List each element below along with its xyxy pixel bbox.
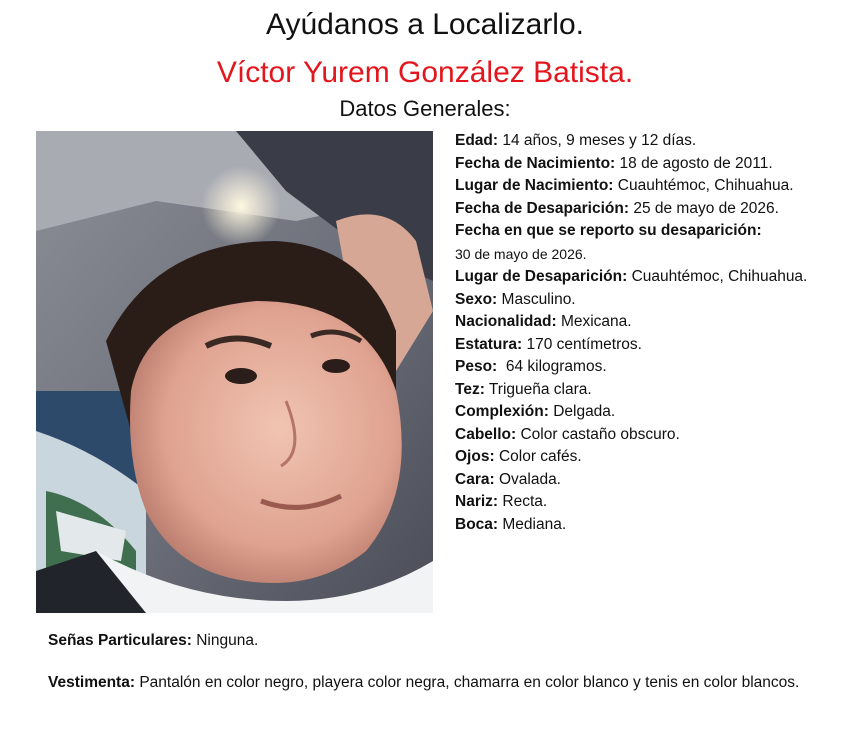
- detail-nacionalidad: Nacionalidad: Mexicana.: [455, 313, 632, 330]
- detail-cabello: Cabello: Color castaño obscuro.: [455, 425, 680, 443]
- detail-fecha-reporte: Fecha en que se reporto su desaparición: 30 de mayo de 2026.: [455, 222, 762, 262]
- detail-nariz: Nariz: Recta.: [455, 493, 548, 510]
- detail-lugar-nacimiento: Lugar de Nacimiento: Cuauhtémoc, Chihuahua.: [455, 177, 794, 194]
- detail-peso: Peso: 64 kilogramos.: [455, 358, 607, 375]
- detail-ojos: Ojos: Color cafés.: [455, 448, 582, 465]
- detail-edad: Edad: 14 años, 9 meses y 12 días.: [455, 132, 697, 149]
- detail-fecha-desaparicion: Fecha de Desaparición: 25 de mayo de 2026.: [455, 199, 779, 217]
- senas-particulares: Señas Particulares: Ninguna.: [48, 632, 259, 649]
- detail-lugar-desaparicion: Lugar de Desaparición: Cuauhtémoc, Chihuahua.: [455, 268, 808, 285]
- detail-estatura: Estatura: 170 centímetros.: [455, 335, 642, 353]
- person-photo: [36, 131, 433, 613]
- details-list: [455, 130, 825, 536]
- section-title: Datos Generales:: [339, 96, 511, 121]
- detail-complexion: Complexión: Delgada.: [455, 403, 616, 420]
- detail-tez: Tez: Trigueña clara.: [455, 380, 592, 398]
- headline: Ayúdanos a Localizarlo.: [266, 8, 584, 41]
- detail-fecha-nacimiento: Fecha de Nacimiento: 18 de agosto de 2011.: [455, 154, 773, 172]
- vestimenta: Vestimenta: Pantalón en color negro, playera color negra, chamarra en color blanco y tenis en color blancos.: [48, 674, 800, 691]
- detail-cara: Cara: Ovalada.: [455, 470, 561, 488]
- detail-boca: Boca: Mediana.: [455, 515, 567, 533]
- detail-sexo: Sexo: Masculino.: [455, 290, 576, 308]
- person-name: Víctor Yurem González Batista.: [216, 56, 634, 89]
